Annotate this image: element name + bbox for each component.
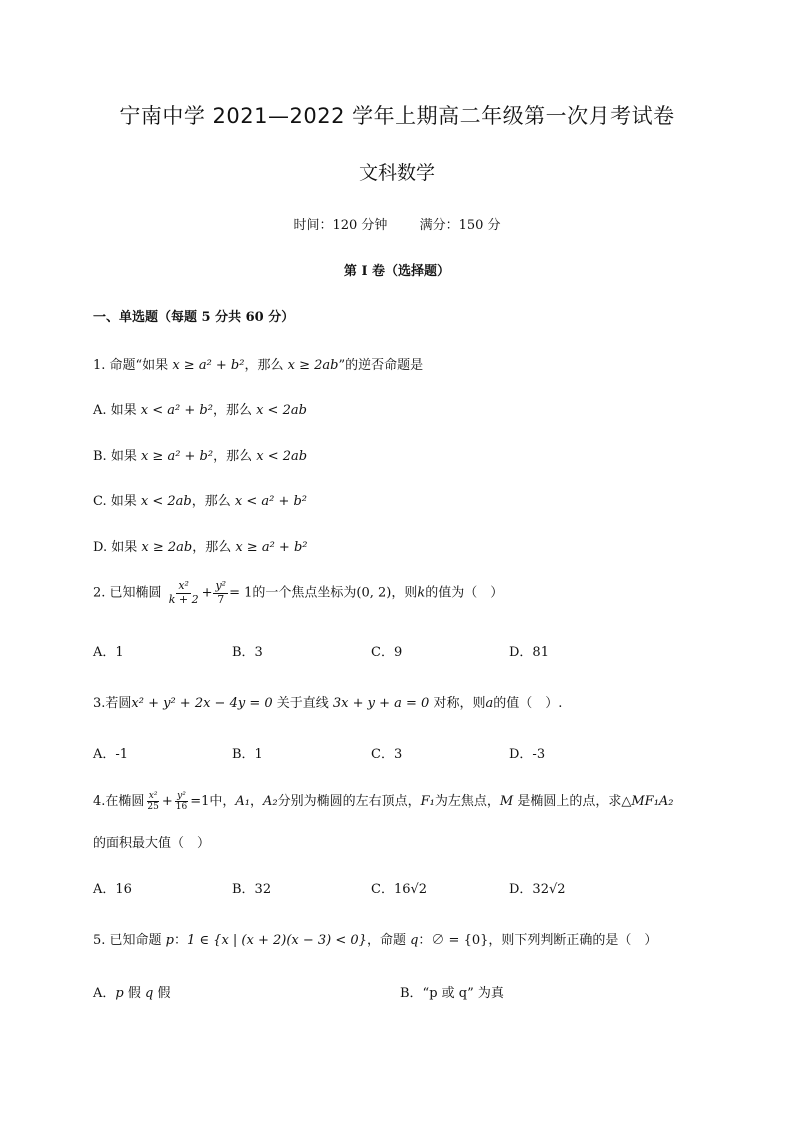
option-a: A．-1 — [93, 747, 129, 762]
text: C. 如果 — [93, 494, 141, 509]
math: ∅ = {0} — [431, 933, 489, 948]
text: ”的逆否命题是 — [338, 358, 424, 373]
math: x < 2ab — [256, 449, 308, 464]
text: 的值为（ ） — [425, 585, 504, 601]
math: p — [115, 986, 124, 1001]
text: ，那么 — [192, 540, 236, 555]
math: 3x + y + a = 0 — [332, 696, 430, 711]
equals: =1 — [190, 794, 210, 809]
question-1-option-d — [93, 536, 308, 555]
plus-sign: + — [161, 794, 173, 809]
math: x < a² + b² — [234, 494, 308, 509]
text: 是椭圆上的点，求 — [513, 794, 622, 809]
exam-title: 宁南中学 2021—2022 学年上期高二年级第一次月考试卷 — [119, 104, 675, 128]
text: 关于直线 — [272, 696, 333, 711]
text: 的值（ ）. — [493, 696, 563, 711]
math: q — [410, 933, 419, 948]
option-c: C．3 — [371, 747, 403, 762]
text: 3.若圆 — [93, 696, 132, 711]
option-c: C．16√2 — [371, 882, 428, 897]
time-limit: 时间：120 分钟 — [293, 218, 388, 233]
fraction — [213, 580, 228, 606]
math: x < 2ab — [140, 494, 192, 509]
text: 分别为椭圆的左右顶点， — [277, 794, 421, 809]
text: A. 如果 — [93, 403, 141, 418]
denominator: 25 — [147, 802, 159, 812]
subject-title: 文科数学 — [358, 162, 435, 184]
text: ，那么 — [213, 449, 257, 464]
denominator: 7 — [217, 592, 225, 606]
equals: = 1 — [229, 585, 253, 601]
question-2-stem — [93, 580, 503, 606]
denominator: 16 — [175, 802, 188, 812]
text: ，则下列判断正确的是（ ） — [488, 933, 658, 948]
option-b: B．1 — [232, 747, 263, 762]
math: a — [485, 696, 494, 711]
text: B. 如果 — [93, 449, 141, 464]
plus-sign: + — [201, 585, 213, 601]
option-d: D．81 — [509, 645, 549, 660]
question-4-stem-continued: 的面积最大值（ ） — [93, 836, 211, 851]
text: ，那么 — [244, 358, 288, 373]
math: q — [144, 986, 154, 1001]
text: 为左焦点， — [434, 794, 500, 809]
text: ，那么 — [191, 494, 235, 509]
question-4-stem — [93, 790, 674, 812]
text: ，那么 — [212, 403, 257, 418]
text: 对称，则 — [429, 696, 486, 711]
fraction — [145, 791, 160, 813]
text: 1. 命题“如果 — [93, 358, 173, 373]
text: 的一个焦点坐标为 — [252, 585, 357, 601]
text: ，命题 — [366, 933, 411, 948]
text: ， — [250, 794, 264, 809]
math: x ≥ a² + b² — [235, 540, 308, 555]
math: x ≥ 2ab — [287, 358, 339, 373]
math: x < 2ab — [256, 403, 307, 418]
option-c: C．9 — [371, 645, 403, 660]
section-heading: 一、单选题（每题 5 分共 60 分） — [93, 310, 295, 325]
math: x ≥ a² + b² — [172, 358, 245, 373]
text: A． — [93, 986, 116, 1001]
math: A₁ — [235, 794, 251, 809]
full-score: 满分：150 分 — [419, 218, 501, 233]
option-d: D．32√2 — [509, 882, 566, 897]
math: F₁ — [420, 794, 435, 809]
math: A₂ — [263, 794, 278, 809]
text: ： — [418, 933, 432, 948]
math: k — [417, 585, 426, 601]
text: 5. 已知命题 — [93, 933, 166, 948]
option-b: B．32 — [232, 882, 272, 897]
math: x² + y² + 2x − 4y = 0 — [131, 696, 273, 711]
text: 4.在椭圆 — [93, 794, 145, 809]
question-1-option-a — [93, 399, 307, 418]
option-d: D．-3 — [509, 747, 546, 762]
fraction — [174, 791, 189, 813]
option-a: A．16 — [93, 882, 132, 897]
question-1-option-c — [93, 490, 307, 509]
numerator: x² — [178, 579, 189, 592]
math: p — [165, 933, 174, 948]
exam-meta — [0, 214, 794, 233]
volume-heading: 第 I 卷（选择题） — [343, 264, 451, 279]
text: 假 — [153, 986, 171, 1001]
question-3-stem — [93, 692, 562, 711]
numerator: y² — [215, 579, 227, 592]
text: ： — [174, 933, 188, 948]
math: (0, 2) — [356, 585, 392, 601]
text: 假 — [123, 986, 145, 1001]
fraction — [167, 580, 201, 606]
question-1-stem — [93, 354, 423, 373]
math: x ≥ 2ab — [141, 540, 193, 555]
option-a — [93, 982, 170, 1001]
math: 1 ∈ {x | (x + 2)(x − 3) < 0} — [187, 933, 367, 948]
option-b: B．3 — [232, 645, 263, 660]
denominator: k + 2 — [168, 592, 199, 606]
option-b: B．“p 或 q” 为真 — [400, 986, 504, 1001]
math: M — [499, 794, 514, 809]
text: ，则 — [391, 585, 418, 601]
numerator: y² — [177, 790, 186, 801]
math: x < a² + b² — [140, 403, 213, 418]
question-5-stem — [93, 929, 657, 948]
question-1-option-b — [93, 445, 307, 464]
math: △MF₁A₂ — [621, 794, 674, 809]
numerator: x² — [148, 790, 158, 801]
math: x ≥ a² + b² — [140, 449, 214, 464]
text: 2. 已知椭圆 — [93, 585, 162, 601]
text: 中， — [209, 794, 236, 809]
option-a: A．1 — [93, 645, 124, 660]
text: D. 如果 — [93, 540, 142, 555]
